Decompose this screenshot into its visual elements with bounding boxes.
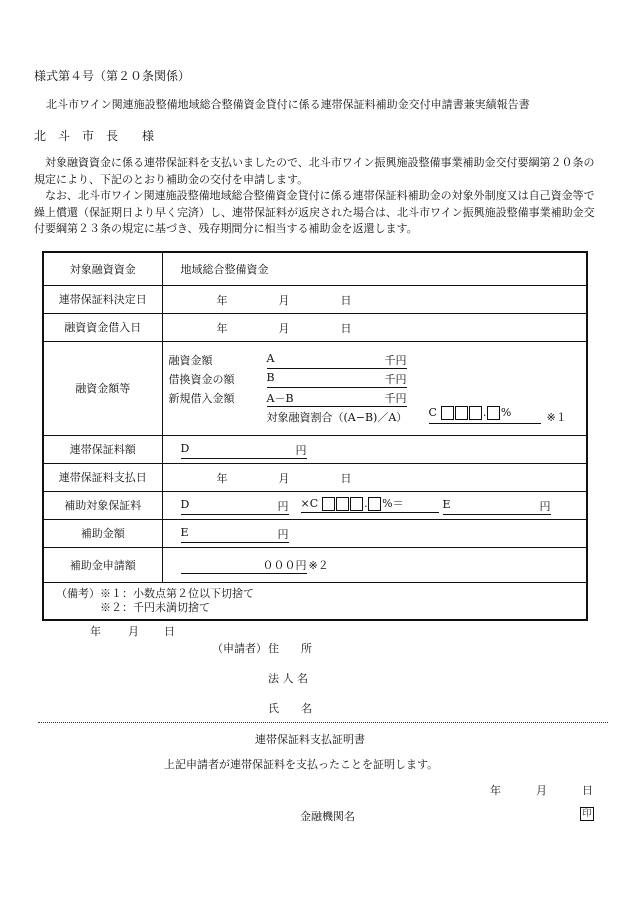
guarantee-decision-date-field[interactable]: [162, 285, 587, 313]
subsidy-request-label: 補助金申請額: [43, 547, 162, 582]
addressee: 北 斗 市 長 様: [34, 129, 155, 143]
paragraph-1: 対象融資資金に係る連帯保証料を支払いましたので、北斗市ワイン振興施設整備事業補助金交付要綱第２０条の規定により、下記のとおり補助金の交付を申請します。: [34, 156, 595, 186]
guarantee-pay-date-label: 連帯保証料支払日: [43, 463, 162, 491]
applicant-address-label: 住 所: [268, 642, 312, 655]
subsidy-request-input[interactable]: [181, 557, 307, 574]
subsidy-amount-input[interactable]: [181, 526, 289, 543]
certificate-date-day[interactable]: 日: [582, 784, 593, 797]
guarantee-amount-code: D: [180, 441, 190, 455]
day-unit: 日: [340, 471, 352, 485]
institution-label: 金融機関名: [300, 810, 355, 823]
times-c: ×C: [300, 496, 319, 510]
seal-mark: [580, 806, 594, 821]
new-amount-label: 新規借入金額: [168, 391, 235, 405]
digit-box[interactable]: [441, 406, 454, 420]
subsidy-request-field: [162, 547, 587, 582]
decimal-box[interactable]: [368, 497, 381, 511]
target-fund-value: [162, 252, 587, 285]
digit-box[interactable]: [350, 497, 363, 511]
certificate-statement: 上記申請者が連帯保証料を支払ったことを証明します。: [164, 758, 439, 771]
loan-amount-label: 融資金額: [168, 353, 213, 367]
subsidy-amount-label: 補助金額: [43, 519, 162, 547]
seal-text: 印: [580, 807, 594, 821]
subsidy-fee-d-unit: 円: [277, 499, 289, 513]
certificate-date-month[interactable]: 月: [536, 784, 547, 797]
ratio-code: C: [428, 405, 437, 419]
subsidy-fee-c-input[interactable]: ×C . %＝: [301, 495, 439, 513]
loan-amount-unit: 千円: [384, 353, 407, 367]
subsidy-fee-d-code: D: [180, 497, 190, 511]
cut-line: [38, 722, 608, 723]
applicant-name-label: 氏 名: [268, 702, 312, 715]
loan-date-label: 融資資金借入日: [43, 313, 162, 341]
percent-equals: %＝: [382, 496, 404, 510]
guarantee-amount-label: 連帯保証料額: [43, 435, 162, 463]
subsidy-target-fee-label: 補助対象保証料: [43, 491, 162, 519]
percent-sign: %: [500, 405, 512, 419]
target-fund-label: 対象融資資金: [43, 252, 162, 285]
applicant-corp-label: 法 人 名: [268, 672, 308, 685]
month-unit: 月: [278, 471, 290, 485]
subsidy-request-value: ０００円: [262, 558, 307, 572]
loan-date-field[interactable]: [162, 313, 587, 341]
loan-amount-code: A: [266, 351, 275, 365]
day-unit: 日: [340, 293, 352, 307]
digit-box[interactable]: [469, 406, 482, 420]
refinance-amount-code: B: [266, 370, 275, 384]
subsidy-amount-field: [162, 519, 587, 547]
target-fund-text: 地域総合整備資金: [180, 262, 269, 276]
loan-amounts-label: 融資金額等: [43, 341, 162, 435]
year-unit: 年: [216, 293, 228, 307]
application-date-year[interactable]: 年: [90, 625, 101, 638]
subsidy-amount-unit: 円: [277, 527, 289, 541]
application-date-day[interactable]: 日: [164, 625, 175, 638]
subsidy-target-fee-field: [162, 491, 587, 519]
new-amount-input[interactable]: [267, 390, 407, 407]
application-date-month[interactable]: 月: [128, 625, 139, 638]
month-unit: 月: [278, 293, 290, 307]
ratio-label: 対象融資割合（(A−B)／A）: [266, 410, 408, 424]
certificate-title: 連帯保証料支払証明書: [255, 733, 365, 746]
subsidy-fee-e-unit: 円: [539, 499, 551, 513]
guarantee-decision-date-label: 連帯保証料決定日: [43, 285, 162, 313]
applicant-role: （申請者）: [212, 642, 267, 655]
month-unit: 月: [278, 321, 290, 335]
digit-box[interactable]: [455, 406, 468, 420]
digit-box[interactable]: [322, 497, 335, 511]
notes: [43, 582, 587, 620]
ratio-input[interactable]: C . %: [429, 406, 541, 424]
guarantee-amount-field: [162, 435, 587, 463]
new-amount-unit: 千円: [384, 391, 407, 405]
subsidy-request-note: ※２: [308, 558, 329, 572]
certificate-date-year[interactable]: 年: [490, 784, 501, 797]
note-line-1: （備考）※１：小数点第２位以下切捨て: [56, 586, 254, 600]
year-unit: 年: [216, 471, 228, 485]
subsidy-amount-code: E: [180, 525, 189, 539]
note-line-2: ※２：千円未満切捨て: [100, 600, 210, 614]
refinance-amount-input[interactable]: [267, 371, 407, 388]
day-unit: 日: [340, 321, 352, 335]
refinance-amount-label: 借換資金の額: [168, 372, 235, 386]
refinance-amount-unit: 千円: [384, 372, 407, 386]
subsidy-fee-d-input[interactable]: [181, 498, 289, 515]
year-unit: 年: [216, 321, 228, 335]
guarantee-amount-unit: 円: [295, 443, 307, 457]
digit-box[interactable]: [336, 497, 349, 511]
ratio-note: ※１: [546, 410, 567, 424]
guarantee-amount-input[interactable]: [181, 442, 307, 459]
subsidy-fee-e-code: E: [442, 497, 451, 511]
form-title: 北斗市ワイン関連施設整備地域総合整備資金貸付に係る連帯保証料補助金交付申請書兼実績報告書: [46, 98, 530, 111]
new-amount-code: A－B: [266, 391, 294, 405]
guarantee-pay-date-field[interactable]: [162, 463, 587, 491]
form-number: 様式第４号（第２０条関係）: [34, 69, 191, 83]
paragraph-2: なお、北斗市ワイン関連施設整備地域総合整備資金貸付に係る連帯保証料補助金の対象外制度又は自己資金等で繰上償還（保証期日より早く完済）し、連帯保証料が返戻された場合は、北斗市ワイン振興施設整備事業補助金交付要綱第２３条の規定に基づき、残存期間分に相当する補助金を返還します。: [34, 189, 595, 235]
loan-amounts-field: [162, 341, 587, 435]
application-table: [42, 251, 588, 621]
loan-amount-input[interactable]: [267, 352, 407, 369]
decimal-box[interactable]: [487, 406, 500, 420]
subsidy-fee-e-input[interactable]: [443, 498, 551, 515]
